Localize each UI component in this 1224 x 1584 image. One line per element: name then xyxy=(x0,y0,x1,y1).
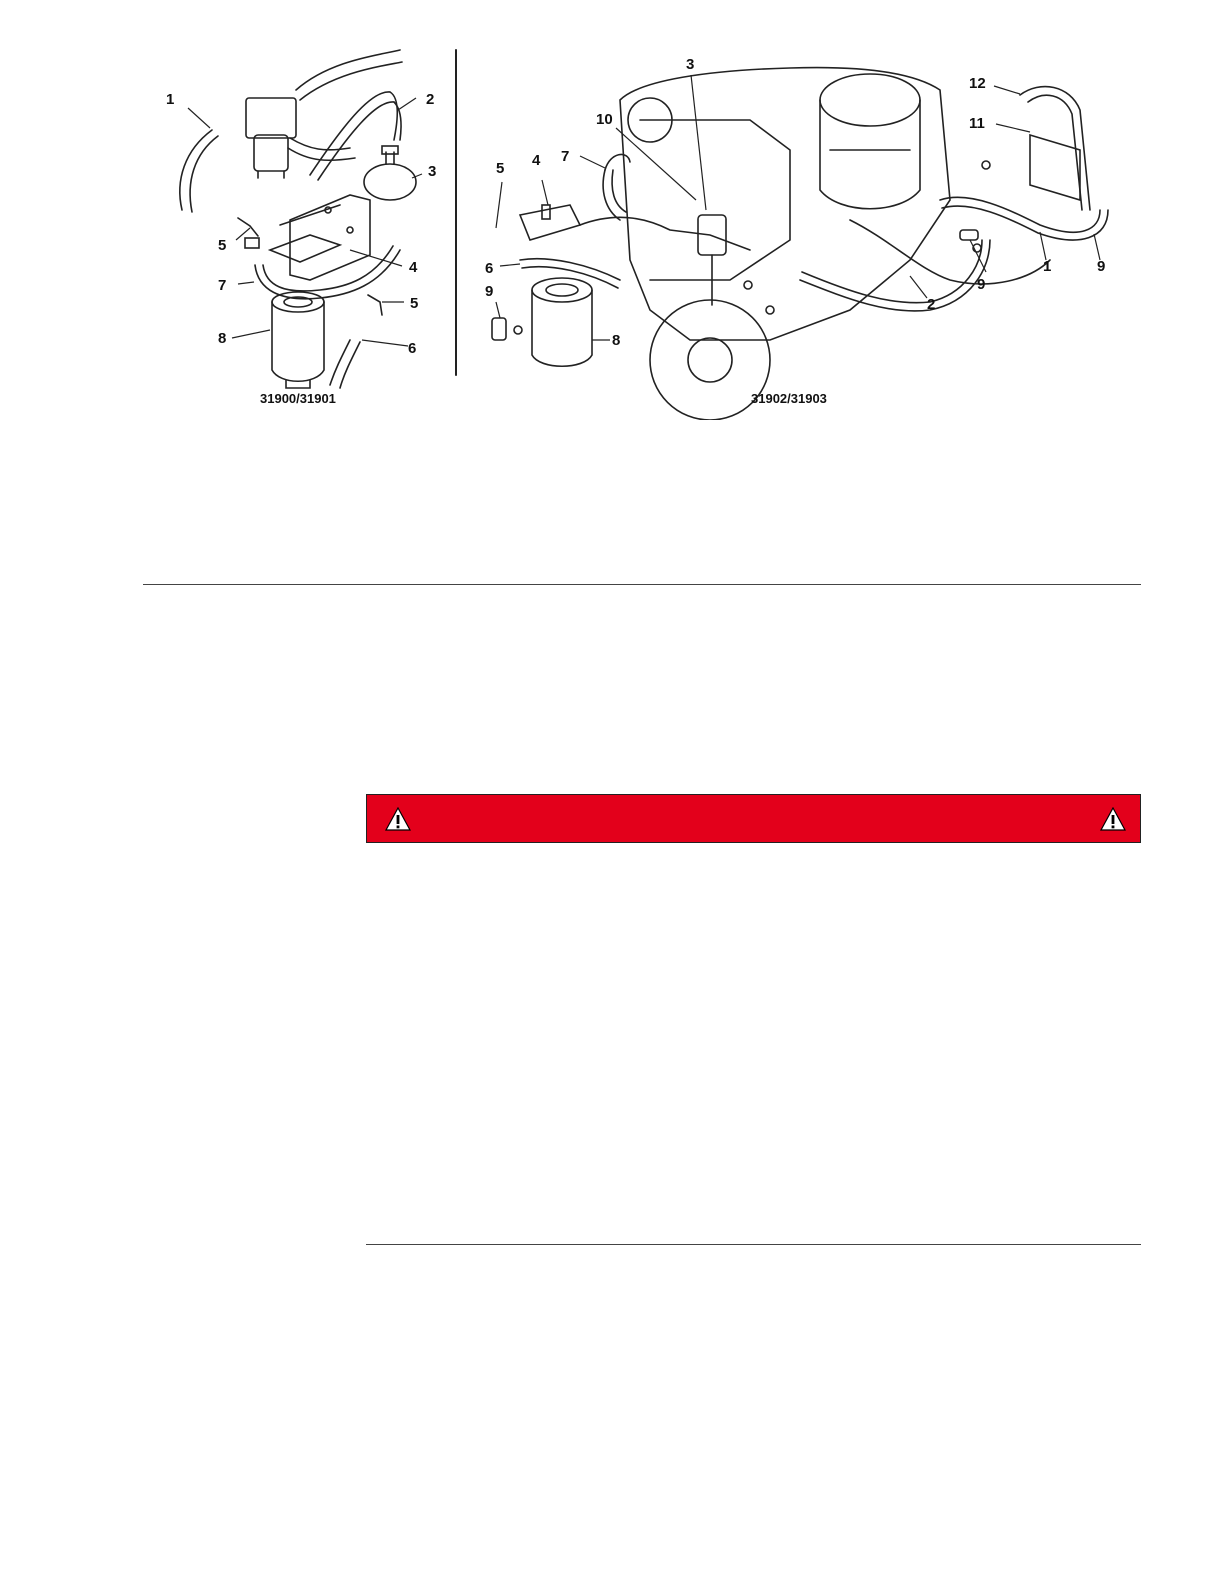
callout-r1: 1 xyxy=(1043,258,1052,275)
callout-r4: 4 xyxy=(532,152,541,169)
callout-r7: 7 xyxy=(561,148,570,165)
callout-6: 6 xyxy=(408,340,417,357)
parts-diagram-drawing xyxy=(150,40,1150,420)
callout-r9b: 9 xyxy=(977,276,986,293)
warning-banner xyxy=(366,794,1141,843)
callout-r12: 12 xyxy=(969,75,986,92)
callout-7: 7 xyxy=(218,277,227,294)
callout-1: 1 xyxy=(166,91,175,108)
callout-3: 3 xyxy=(428,163,437,180)
callout-r2: 2 xyxy=(927,296,936,313)
callout-5b: 5 xyxy=(410,295,419,312)
callout-r3: 3 xyxy=(686,56,695,73)
left-figure-caption: 31900/31901 xyxy=(260,391,336,406)
callout-8: 8 xyxy=(218,330,227,347)
callout-2: 2 xyxy=(426,91,435,108)
callout-r6: 6 xyxy=(485,260,494,277)
section-divider xyxy=(143,584,1141,585)
warning-triangle-icon xyxy=(385,807,411,831)
callout-r10: 10 xyxy=(596,111,613,128)
bottom-divider xyxy=(366,1244,1141,1245)
warning-triangle-icon xyxy=(1100,807,1126,831)
callout-5: 5 xyxy=(218,237,227,254)
callout-r9a: 9 xyxy=(1097,258,1106,275)
right-figure-caption: 31902/31903 xyxy=(751,391,827,406)
callout-r5: 5 xyxy=(496,160,505,177)
callout-r9c: 9 xyxy=(485,283,494,300)
callout-r8: 8 xyxy=(612,332,621,349)
parts-diagram xyxy=(150,40,1150,420)
callout-r11: 11 xyxy=(969,115,985,132)
callout-4: 4 xyxy=(409,259,418,276)
